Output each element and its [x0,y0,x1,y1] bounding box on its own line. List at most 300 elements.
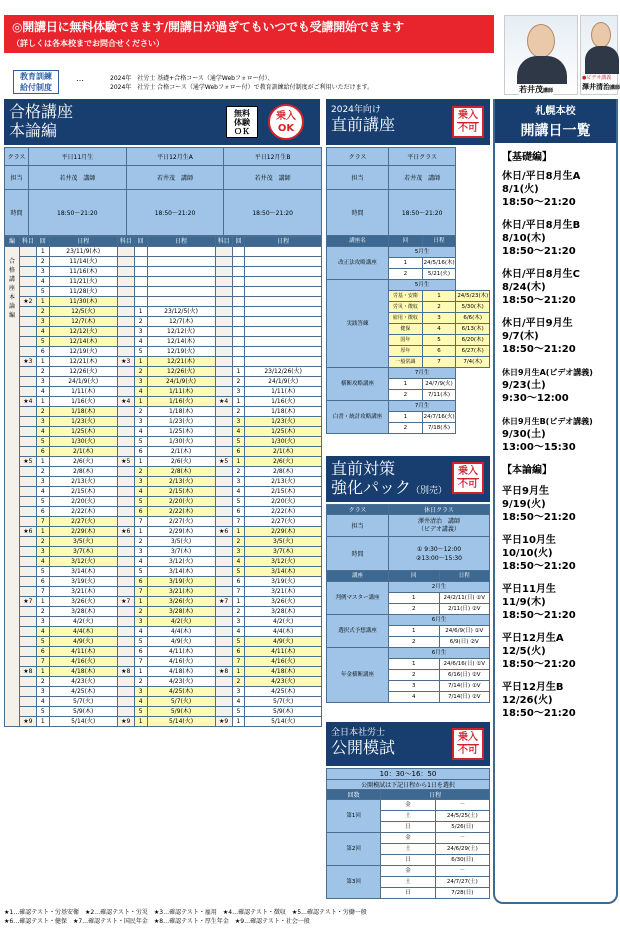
kai-cell: 2 [36,257,49,267]
table-row [5,537,322,547]
instructor-main-name: 若井茂 [519,85,543,94]
transfer-ok-badge [268,104,304,140]
round-label: 第3回 [327,866,381,899]
day-cell: 日 [381,855,435,866]
c2-label-time: 時間 [327,190,389,236]
kai-cell: 5 [232,497,245,507]
kai-cell: 4 [232,487,245,497]
kai-cell: 2 [232,377,245,387]
free-trial-line1: 無料 [234,109,250,118]
kai-cell: 5 [232,707,245,717]
empty-cell [134,287,147,297]
date-cell: 12/14(木) [49,337,117,347]
empty-cell [215,337,232,347]
subject-mark [215,637,232,647]
kai-cell: 5 [36,567,49,577]
item-date: 11/9(木) [502,597,546,608]
subject-mark [19,347,36,357]
no-transfer-badge-1 [452,106,484,138]
date-cell: 4/16(火) [147,657,215,667]
date-cell: 5/9(木) [147,707,215,717]
table-row [5,407,322,417]
table-row [5,447,322,457]
c3-time2: ②13:00～15:30 [416,554,462,562]
empty-cell [245,327,322,337]
date-cell: 7/28(日) [435,888,489,899]
course2-body [327,236,490,434]
item-date: 8/24(木) [502,282,546,293]
label-time: 時間 [5,190,29,236]
day-cell: 金 [381,800,435,811]
group-label: 7月生 [389,368,456,379]
date-cell: 23/12/26(火) [245,367,322,377]
table-row [5,477,322,487]
date-cell: 7/14(日) ①V [439,681,490,692]
subject-mark [117,537,134,547]
kai-cell: 1 [389,593,440,604]
subject-mark [117,337,134,347]
subject-mark: ★2 [19,297,36,307]
edu-label1: 教育訓練 [20,72,52,81]
date-cell: 3/19(火) [245,577,322,587]
jissen-subject: 労災・徴収 [389,302,423,313]
subject-mark [117,677,134,687]
item-class: 休日/平日8月生A [502,171,581,182]
table-row [5,497,322,507]
no-transfer-3-line2: 不可 [458,745,478,756]
item-date: 8/10(木) [502,233,546,244]
kai-cell: 7 [422,357,456,368]
date-cell: 4/16(火) [245,657,322,667]
subject-mark: ★6 [215,527,232,537]
subject-mark [117,567,134,577]
table-row [5,307,322,317]
teacher-c3: 若井茂 講師 [224,166,322,190]
subject-mark [19,377,36,387]
course-name: 白書・統計攻略講座 [327,401,389,434]
subject-mark: ★4 [117,397,134,407]
item-time: 18:50～21:20 [502,610,576,621]
c2-h3: 日程 [422,236,456,247]
table-row [5,587,322,597]
kai-cell: 6 [134,507,147,517]
date-cell: 2/29(木) [147,527,215,537]
subject-mark: ★4 [19,397,36,407]
kai-cell: 1 [232,397,245,407]
empty-cell [245,317,322,327]
date-cell: 3/5(火) [245,537,322,547]
kai-cell: 4 [36,487,49,497]
c3-teacher: 澤井清治 講師 [417,517,460,525]
c2-h2: 回 [389,236,423,247]
kai-cell: 1 [36,597,49,607]
date-cell: 11/14(火) [49,257,117,267]
kai-cell: 7 [134,657,147,667]
item-class: 休日9月生A(ビデオ講義) [502,368,593,377]
kai-cell: 2 [36,537,49,547]
date-cell: 2/27(火) [245,517,322,527]
empty-cell [245,347,322,357]
kai-cell: 4 [134,387,147,397]
no-transfer-3-line1: 乗入 [458,732,478,743]
date-cell: 11/30(木) [49,297,117,307]
table-row [5,277,322,287]
table-row [327,368,490,379]
c2-label-teacher: 担当 [327,166,389,190]
empty-cell [245,297,322,307]
date-cell: 12/12(火) [147,327,215,337]
legend-line2: ★6…確認テスト・健保 ★7…確認テスト・国民年金 ★8…確認テスト・厚生年金 ★9…確認テスト・社会一般 [4,918,310,925]
kai-cell: 4 [36,327,49,337]
c2-class: 平日クラス [389,148,456,166]
kai-cell: 2 [389,390,423,401]
date-cell: 4/4(木) [245,627,322,637]
table-row [5,617,322,627]
subject-mark [215,577,232,587]
c4-h2: 日程 [381,790,490,800]
empty-cell [245,247,322,257]
kai-cell: 3 [36,547,49,557]
kai-cell: 7 [134,517,147,527]
kai-cell: 1 [232,717,245,727]
kai-cell: 6 [232,647,245,657]
panel-list [495,151,616,720]
teacher-c1: 若井茂 講師 [29,166,127,190]
date-cell: 1/11(木) [245,387,322,397]
item-class: 平日12月生B [502,682,564,693]
subject-mark [19,567,36,577]
empty-cell [134,297,147,307]
table-row [5,697,322,707]
subject-mark [19,477,36,487]
kai-cell: 2 [389,423,423,434]
c2-h1: 講座名 [327,236,389,247]
date-cell: 3/14(木) [147,567,215,577]
date-cell: 12/14(木) [147,337,215,347]
kai-cell: 1 [134,307,147,317]
item-class: 【本論編】 [502,465,552,476]
group-label: 5月生 [389,247,456,258]
item-time: 9:30～12:00 [502,393,569,404]
course-name: 実践答練 [327,280,389,368]
date-cell: 5/9(木) [49,707,117,717]
table-row [5,287,322,297]
date-cell: 1/23(火) [147,417,215,427]
item-class: 平日9月生 [502,486,549,497]
opening-item [495,415,616,454]
kai-cell: 5 [232,567,245,577]
kai-cell: 3 [232,387,245,397]
date-cell: 2/1(木) [245,447,322,457]
kai-cell: 4 [134,697,147,707]
kai-cell: 7 [36,517,49,527]
date-cell: 4/18(木) [245,667,322,677]
empty-cell [147,267,215,277]
date-cell: 4/25(木) [49,687,117,697]
course-name: 横断攻略講座 [327,368,389,401]
empty-cell [215,247,232,257]
empty-cell [134,247,147,257]
date-cell: 3/28(木) [245,607,322,617]
date-cell: 2/6(火) [245,457,322,467]
edu-benefit-box [13,70,59,94]
kai-cell: 1 [134,527,147,537]
subject-mark [117,697,134,707]
kai-cell: 1 [134,357,147,367]
subject-mark [215,657,232,667]
kai-cell: 2 [389,604,440,615]
subject-mark [19,487,36,497]
kai-cell: 1 [389,412,423,423]
subject-mark [19,587,36,597]
kai-cell: 7 [232,587,245,597]
opening-item [495,170,616,209]
kai-cell: 1 [36,457,49,467]
day-cell: 土 [381,844,435,855]
date-cell: 4/23(火) [245,677,322,687]
empty-cell [232,287,245,297]
item-time: 18:50～21:20 [502,295,576,306]
date-cell: 2/27(火) [49,517,117,527]
empty-cell [245,337,322,347]
empty-cell [147,247,215,257]
kai-cell: 6 [36,447,49,457]
course-name: 選択式予想講座 [327,615,389,648]
subject-mark [215,537,232,547]
time-c1: 18:50～21:20 [29,190,127,236]
subject-mark: ★4 [215,397,232,407]
kai-cell: 1 [232,597,245,607]
course1-schedule-table [4,236,322,727]
subject-mark: ★8 [215,667,232,677]
table-row [5,607,322,617]
subject-mark [117,687,134,697]
date-cell: 4/25(木) [245,687,322,697]
empty-cell [232,347,245,357]
date-cell: 4/9(火) [245,637,322,647]
course2-title-small: 2024年向け [331,105,381,115]
c3-label-class: クラス [327,505,389,515]
subject-mark [215,497,232,507]
subject-mark: ★5 [117,457,134,467]
date-cell: 24/6/29(土) [435,844,489,855]
subject-mark [215,447,232,457]
kai-cell: 6 [232,507,245,517]
kai-cell: 4 [232,427,245,437]
date-cell: 3/14(木) [49,567,117,577]
empty-cell [215,327,232,337]
empty-cell [117,277,134,287]
time-c3: 18:50～21:20 [224,190,322,236]
kai-cell: 3 [134,377,147,387]
table-row [5,627,322,637]
kai-cell: 4 [134,337,147,347]
kai-cell: 1 [389,626,440,637]
course1-info-table [4,147,322,236]
empty-cell [232,297,245,307]
date-cell: 1/11(木) [49,387,117,397]
subject-mark [117,647,134,657]
kai-cell: 4 [36,277,49,287]
table-row [5,567,322,577]
kai-cell: 5 [422,335,456,346]
subject-mark [215,407,232,417]
course3-body [327,571,490,703]
c4-h1: 回数 [327,790,381,800]
kai-cell: 2 [36,307,49,317]
subject-mark [117,327,134,337]
kai-cell: 5 [36,337,49,347]
date-cell: 2/8(木) [245,467,322,477]
date-cell: 4/11(木) [147,647,215,657]
instructor-photo-main [504,15,578,95]
date-cell: 6/27(木) [456,346,490,357]
col-kai-c1: 回 [36,237,49,247]
kai-cell: 2 [232,537,245,547]
date-cell: 3/21(木) [245,587,322,597]
date-cell: 6/30(日) [435,855,489,866]
course1-table-wrap [4,147,322,727]
subject-mark: ★5 [215,457,232,467]
date-cell: 12/7(木) [49,317,117,327]
group-label: 6月生 [389,615,490,626]
kai-cell: 3 [36,417,49,427]
subject-mark [19,687,36,697]
subject-mark [215,557,232,567]
subject-mark: ★7 [215,597,232,607]
table-row [5,717,322,727]
date-cell: 5/26(日) [435,822,489,833]
free-trial-line2: 体験 [234,118,250,127]
day-cell: 金 [381,833,435,844]
kai-cell: 3 [134,477,147,487]
date-cell: 7/14(日) ②V [439,692,490,703]
kai-cell: 6 [36,577,49,587]
empty-cell [215,307,232,317]
date-cell: 12/7(木) [147,317,215,327]
table-row [5,347,322,357]
date-cell: 6/13(木) [456,324,490,335]
opening-item [495,151,616,164]
subject-mark [215,697,232,707]
edu-note [110,74,373,92]
kai-cell: 3 [232,687,245,697]
opening-item [495,219,616,258]
subject-mark [19,417,36,427]
date-cell: 2/29(木) [49,527,117,537]
empty-cell [215,357,232,367]
subject-mark [215,677,232,687]
kai-cell: 5 [134,497,147,507]
subject-mark [215,367,232,377]
kai-cell: 5 [232,637,245,647]
kai-cell: 2 [389,670,440,681]
kai-cell: 4 [134,557,147,567]
empty-cell [232,337,245,347]
subject-mark [117,407,134,417]
subject-mark [19,337,36,347]
empty-cell [215,257,232,267]
subject-mark [19,637,36,647]
subject-mark: ★9 [215,717,232,727]
kai-cell: 4 [389,692,440,703]
kai-cell: 6 [422,346,456,357]
free-trial-badge [226,106,258,138]
day-cell: 日 [381,888,435,899]
date-cell: 24/6/9(日) ①V [439,626,490,637]
subject-mark: ★9 [19,717,36,727]
course4-title-small: 全日本社労士 [331,728,386,738]
subject-mark [215,437,232,447]
empty-cell [117,297,134,307]
kai-cell: 3 [36,267,49,277]
kai-cell: 3 [36,477,49,487]
item-time: 18:50～21:20 [502,246,576,257]
table-row [5,557,322,567]
kai-cell: 1 [232,667,245,677]
group-label: 5月生 [389,280,456,291]
subject-mark [215,427,232,437]
class-c1: 平日11月生 [29,148,127,166]
table-row [5,437,322,447]
item-class: 平日11月生 [502,584,556,595]
banner-line1: ◎開講日に無料体験できます/開講日が過ぎてもいつでも受講開始できます [12,20,405,34]
table-row [327,866,490,877]
label-class: クラス [5,148,29,166]
table-row [5,267,322,277]
day-cell: 土 [381,811,435,822]
date-cell: － [435,866,489,877]
date-cell: 3/14(木) [245,567,322,577]
course3-paren: （別売） [411,486,448,496]
kai-cell: 1 [134,597,147,607]
empty-cell [232,247,245,257]
free-trial-line3: ＯＫ [234,127,250,136]
legend [4,908,367,926]
kai-cell: 6 [36,507,49,517]
kai-cell: 2 [134,677,147,687]
date-cell: 2/13(火) [245,477,322,487]
instructor-main-suffix: 講師 [543,88,554,94]
subject-mark: ★5 [19,457,36,467]
subject-mark [117,497,134,507]
course1-title2: 本論編 [9,121,58,140]
empty-cell [245,357,322,367]
table-row [5,487,322,497]
date-cell: 3/19(火) [49,577,117,587]
kai-cell: 5 [36,637,49,647]
kai-cell: 5 [36,497,49,507]
date-cell: 3/28(木) [49,607,117,617]
date-cell: 12/26(火) [147,367,215,377]
subject-mark [19,287,36,297]
course4-body [327,800,490,899]
jissen-subject: 雇用・徴収 [389,313,423,324]
kai-cell: 3 [232,547,245,557]
subject-mark: ★7 [117,597,134,607]
subject-mark [19,517,36,527]
item-date: 9/19(火) [502,499,546,510]
date-cell: 4/9(火) [49,637,117,647]
col-hen: 編 [5,237,20,247]
opening-days-panel [493,99,618,904]
table-row [5,397,322,407]
kai-cell: 3 [134,687,147,697]
kai-cell: 1 [36,667,49,677]
c3-h2: 回 [389,571,440,582]
kai-cell: 1 [36,717,49,727]
date-cell: 2/20(火) [49,497,117,507]
